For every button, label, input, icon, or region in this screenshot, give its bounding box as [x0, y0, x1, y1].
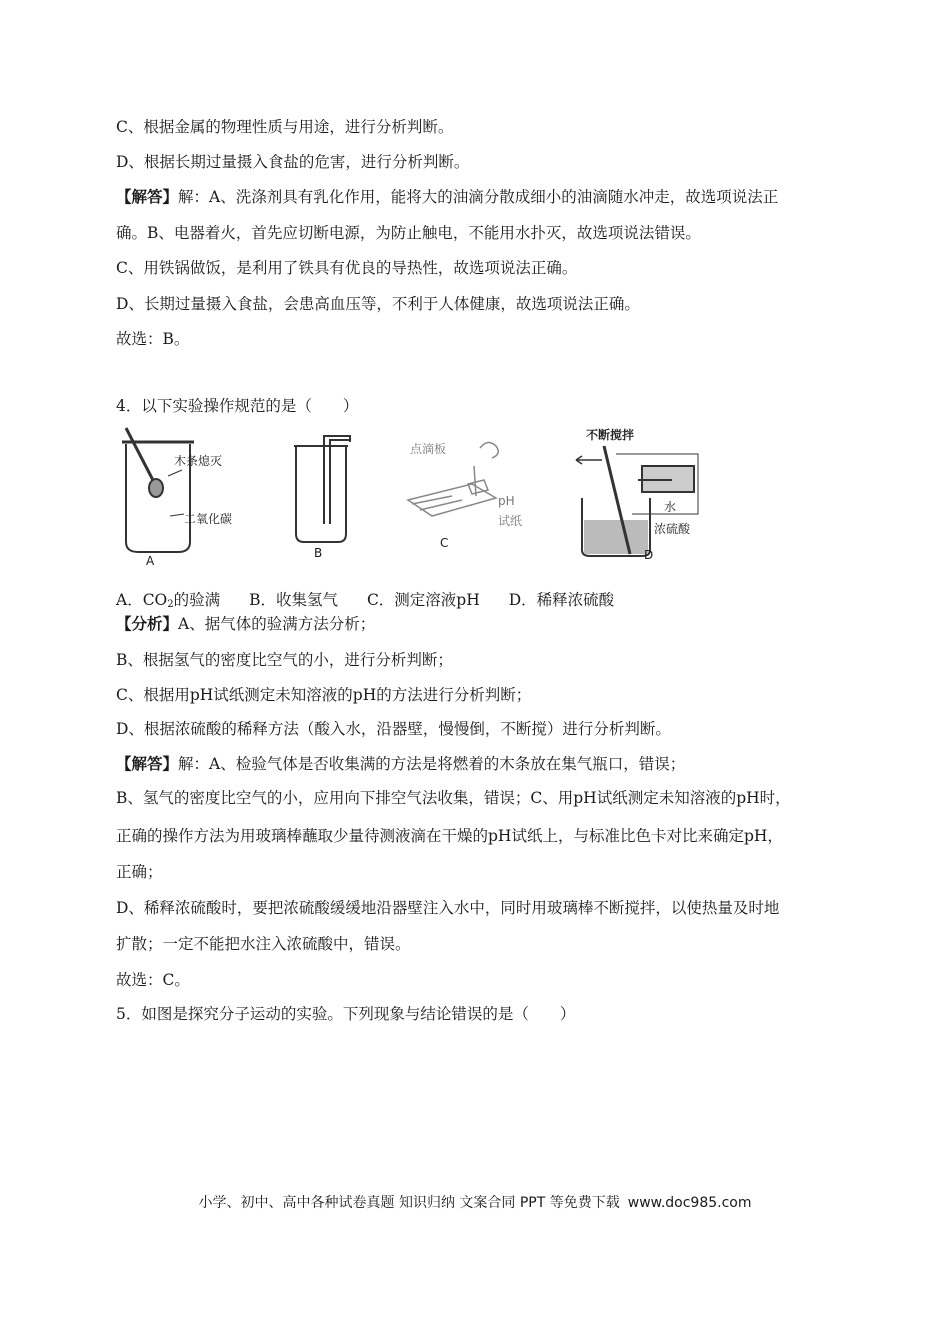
text-line: 扩散；一定不能把水注入浓硫酸中，错误。 — [116, 935, 411, 953]
label-conc-acid: 浓硫酸 — [654, 522, 691, 536]
footer-text: 小学、初中、高中各种试卷真题 知识归纳 文案合同 PPT 等免费下载 — [198, 1195, 620, 1211]
text-line: C、根据金属的物理性质与用途，进行分析判断。 — [116, 118, 454, 136]
label-spot-plate: 点滴板 — [410, 442, 447, 456]
option-b: B．收集氢气 — [249, 591, 338, 609]
label-stir: 不断搅拌 — [586, 428, 635, 442]
text-line: 正确的操作方法为用玻璃棒蘸取少量待测液滴在干燥的pH试纸上，与标准比色卡对比来确定pH， — [116, 827, 783, 845]
label-carbon-dioxide: 二氧化碳 — [184, 512, 233, 526]
text-line: C、根据用pH试纸测定未知溶液的pH的方法进行分析判断； — [116, 686, 532, 704]
text-line: B、根据氢气的密度比空气的小，进行分析判断； — [116, 651, 453, 669]
text-line: 故选：C。 — [116, 971, 190, 989]
label-stick-extinguished: 木条熄灭 — [174, 454, 223, 468]
answer-tag: 【解答】 — [116, 754, 179, 773]
page-footer — [0, 1192, 950, 1212]
text-line: 正确； — [116, 863, 163, 881]
text-line: 【解答】解：A、洗涤剂具有乳化作用，能将大的油滴分散成细小的油滴随水冲走，故选项说法正 — [116, 187, 779, 206]
question-4: 4．以下实验操作规范的是（ ） — [116, 397, 359, 415]
question-5: 5．如图是探究分子运动的实验。下列现象与结论错误的是（ ） — [116, 1005, 576, 1023]
experiment-figure — [112, 424, 712, 570]
text-line: 【解答】解：A、检验气体是否收集满的方法是将燃着的木条放在集气瓶口，错误； — [116, 754, 686, 773]
analysis-tag: 【分析】 — [116, 614, 179, 633]
text-line: 确。B、电器着火，首先应切断电源，为防止触电，不能用水扑灭，故选项说法错误。 — [116, 224, 701, 242]
text-line: D、根据长期过量摄入食盐的危害，进行分析判断。 — [116, 153, 470, 171]
option-d: D．稀释浓硫酸 — [508, 591, 615, 609]
text-line: B、氢气的密度比空气的小，应用向下排空气法收集，错误；C、用pH试纸测定未知溶液的pH时， — [116, 789, 791, 807]
answer-tag: 【解答】 — [116, 187, 179, 206]
options-line — [116, 590, 846, 615]
label-ph: pH — [498, 494, 515, 508]
caption-d: D — [644, 548, 654, 562]
text-line: 【分析】A、据气体的验满方法分析； — [116, 614, 376, 633]
text-line: D、根据浓硫酸的稀释方法（酸入水，沿器壁，慢慢倒，不断搅）进行分析判断。 — [116, 720, 671, 738]
caption-b: B — [314, 546, 323, 560]
text-line: 故选：B。 — [116, 330, 190, 348]
text-line: C、用铁锅做饭，是利用了铁具有优良的导热性，故选项说法正确。 — [116, 259, 578, 277]
footer-url[interactable]: www.doc985.com — [627, 1195, 752, 1211]
option-c: C．测定溶液pH — [366, 591, 480, 609]
text-line: D、稀释浓硫酸时，要把浓硫酸缓缓地沿器壁注入水中，同时用玻璃棒不断搅拌，以使热量及时地 — [116, 899, 780, 917]
caption-c: C — [440, 536, 449, 550]
text-line: D、长期过量摄入食盐，会患高血压等，不利于人体健康，故选项说法正确。 — [116, 295, 640, 313]
option-a: A．$CO_2$的验满 — [116, 591, 221, 610]
caption-a: A — [146, 554, 155, 568]
label-water: 水 — [664, 500, 677, 514]
label-test-paper: 试纸 — [498, 514, 523, 528]
